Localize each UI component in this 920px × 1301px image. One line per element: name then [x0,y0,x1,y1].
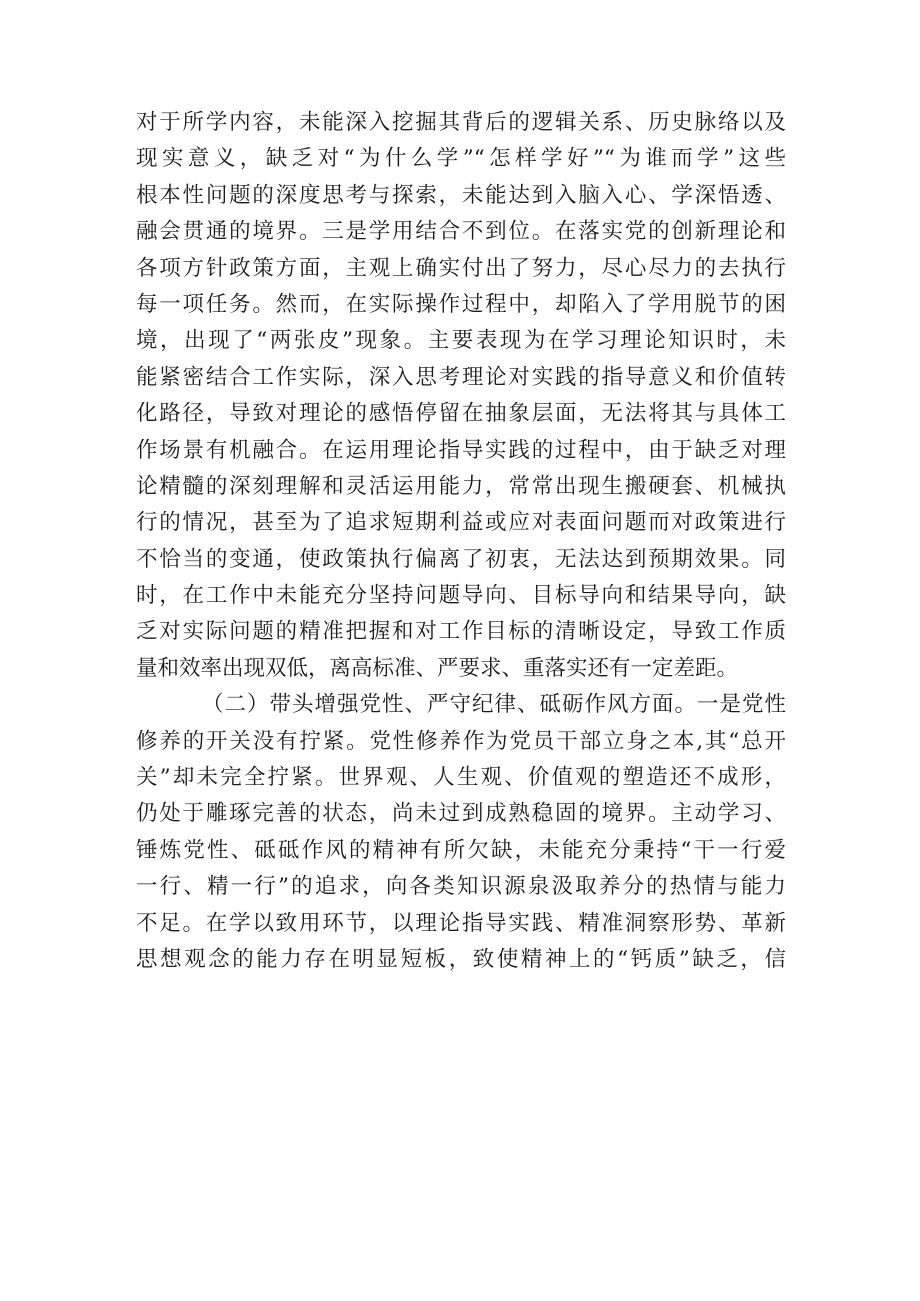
text-line: 每一项任务。然而，在实际操作过程中，却陷入了学用脱节的困 [136,291,786,317]
text-line: 化路径，导致对理论的感悟停留在抽象层面，无法将其与具体工 [136,401,786,427]
text-line: 锤炼党性、砥砥作风的精神有所欠缺，未能充分秉持“干一行爱 [136,837,786,863]
text-line: 关”却未完全拧紧。世界观、人生观、价值观的塑造还不成形， [136,765,786,791]
section-heading-line: （二）带头增强党性、严守纪律、砥砺作风方面。一是党性 [202,692,786,718]
text-line: 境，出现了“两张皮”现象。主要表现为在学习理论知识时，未 [136,328,786,354]
text-line: 一行、精一行”的追求，向各类知识源泉汲取养分的热情与能力 [136,874,786,900]
text-line: 不足。在学以致用环节，以理论指导实践、精准洞察形势、革新 [136,910,786,936]
text-line: 乏对实际问题的精准把握和对工作目标的清晰设定，导致工作质 [136,619,786,645]
text-line: 行的情况，甚至为了追求短期利益或应对表面问题而对政策进行 [136,510,786,536]
text-line: 仍处于雕琢完善的状态，尚未过到成熟稳固的境界。主动学习、 [136,801,786,827]
text-line: 作场景有机融合。在运用理论指导实践的过程中，由于缺乏对理 [136,437,786,463]
text-line: 现实意义，缺乏对“为什么学”“怎样学好”“为谁而学”这些 [136,146,786,172]
text-line: 思想观念的能力存在明显短板，致使精神上的“钙质”缺乏，信 [136,946,786,972]
paragraph-end-line: 量和效率出现双低，离高标准、严要求、重落实还有一定差距。 [136,655,739,681]
text-line: 论精髓的深刻理解和灵活运用能力，常常出现生搬硬套、机械执 [136,473,786,499]
text-line: 不恰当的变通，使政策执行偏离了初衷，无法达到预期效果。同 [136,546,786,572]
text-line: 各项方针政策方面，主观上确实付出了努力，尽心尽力的去执行 [136,255,786,281]
text-line: 根本性问题的深度思考与探索，未能达到入脑入心、学深悟透、 [136,182,786,208]
text-line: 能紧密结合工作实际，深入思考理论对实践的指导意义和价值转 [136,364,786,390]
text-line: 修养的开关没有拧紧。党性修养作为党员干部立身之本,其“总开 [136,728,786,754]
text-line: 融会贯通的境界。三是学用结合不到位。在落实党的创新理论和 [136,219,786,245]
body-text [136,105,786,978]
text-line: 对于所学内容，未能深入挖掘其背后的逻辑关系、历史脉络以及 [136,110,786,135]
text-line: 时，在工作中未能充分坚持问题导向、目标导向和结果导向，缺 [136,583,786,609]
